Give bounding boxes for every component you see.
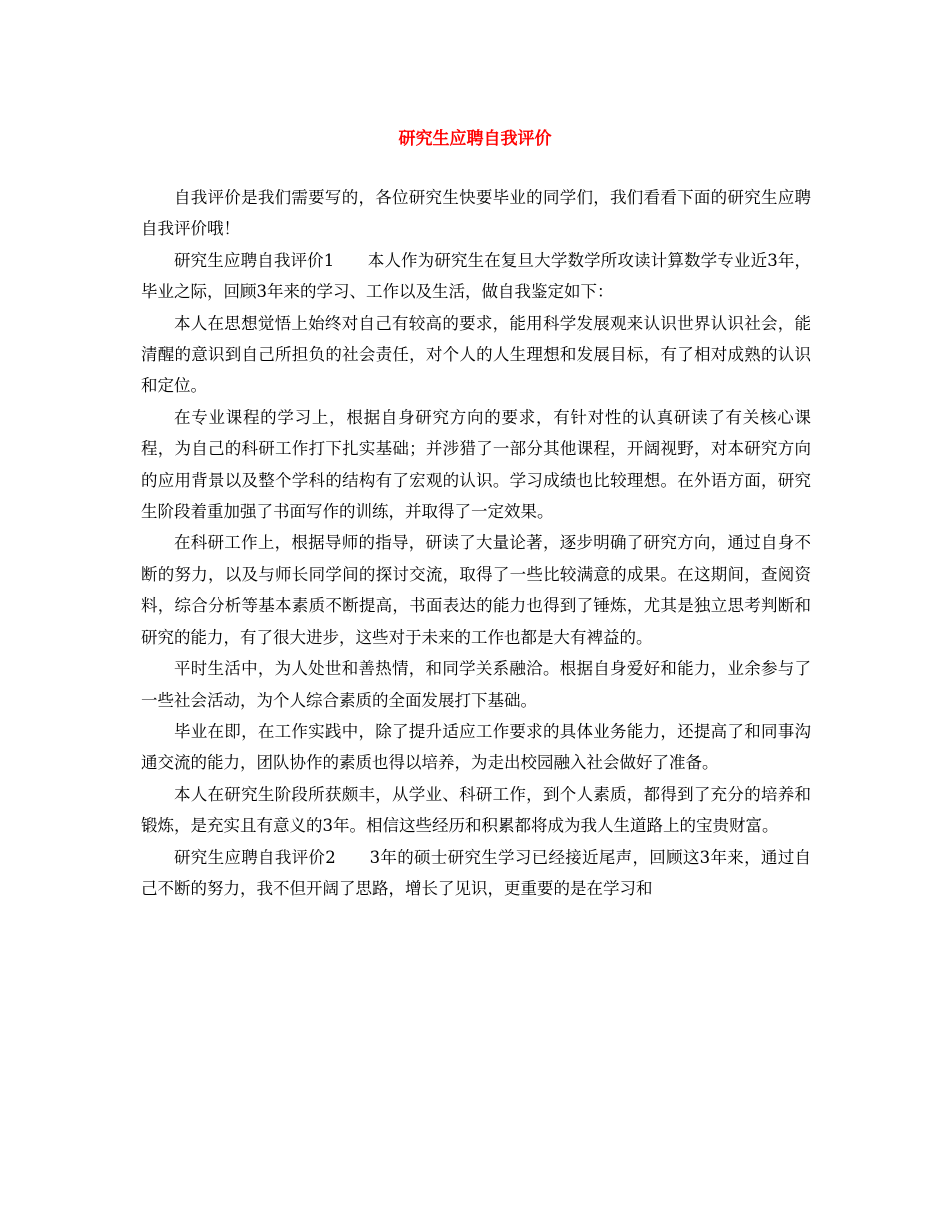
paragraph-evaluation-2-heading: 研究生应聘自我评价2 3年的硕士研究生学习已经接近尾声，回顾这3年来，通过自己不断的努力，我不但开阔了思路，增长了见识，更重要的是在学习和 — [141, 847, 811, 898]
paragraph-work-practice: 毕业在即，在工作实践中，除了提升适应工作要求的具体业务能力，还提高了和同事沟通交流的能力，团队协作的素质也得以培养，为走出校园融入社会做好了准备。 — [141, 721, 811, 773]
paragraph-ideology: 本人在思想觉悟上始终对自己有较高的要求，能用科学发展观来认识世界认识社会，能清醒的意识到自己所担负的社会责任，对个人的人生理想和发展目标，有了相对成熟的认识和定位。 — [141, 313, 811, 396]
paragraph-daily-life: 平时生活中，为人处世和善热情，和同学关系融洽。根据自身爱好和能力，业余参与了一些社会活动，为个人综合素质的全面发展打下基础。 — [141, 659, 811, 710]
paragraph-summary: 本人在研究生阶段所获颇丰，从学业、科研工作，到个人素质，都得到了充分的培养和锻炼，是充实且有意义的3年。相信这些经历和积累都将成为我人生道路上的宝贵财富。 — [141, 784, 811, 836]
paragraph-intro: 自我评价是我们需要写的，各位研究生快要毕业的同学们，我们看看下面的研究生应聘自我评价哦！ — [141, 188, 811, 239]
paragraph-evaluation-1-heading: 研究生应聘自我评价1 本人作为研究生在复旦大学数学所攻读计算数学专业近3年，毕业之际，回顾3年来的学习、工作以及生活，做自我鉴定如下： — [141, 250, 811, 302]
document-title: 研究生应聘自我评价 — [398, 129, 552, 149]
paragraph-coursework: 在专业课程的学习上，根据自身研究方向的要求，有针对性的认真研读了有关核心课程，为自己的科研工作打下扎实基础；并涉猎了一部分其他课程，开阔视野，对本研究方向的应用背景以及整个学科的结构有了宏观的认识。学习成绩也比较理想。在外语方面，研究生阶段着重加强了书面写作的训练，并取得了一定效果。 — [141, 407, 811, 522]
document-body — [141, 182, 811, 904]
paragraph-research: 在科研工作上，根据导师的指导，研读了大量论著，逐步明确了研究方向，通过自身不断的努力，以及与师长同学间的探讨交流，取得了一些比较满意的成果。在这期间，查阅资料，综合分析等基本素质不断提高，书面表达的能力也得到了锤炼，尤其是独立思考判断和研究的能力，有了很大进步，这些对于未来的工作也都是大有裨益的。 — [141, 533, 811, 647]
